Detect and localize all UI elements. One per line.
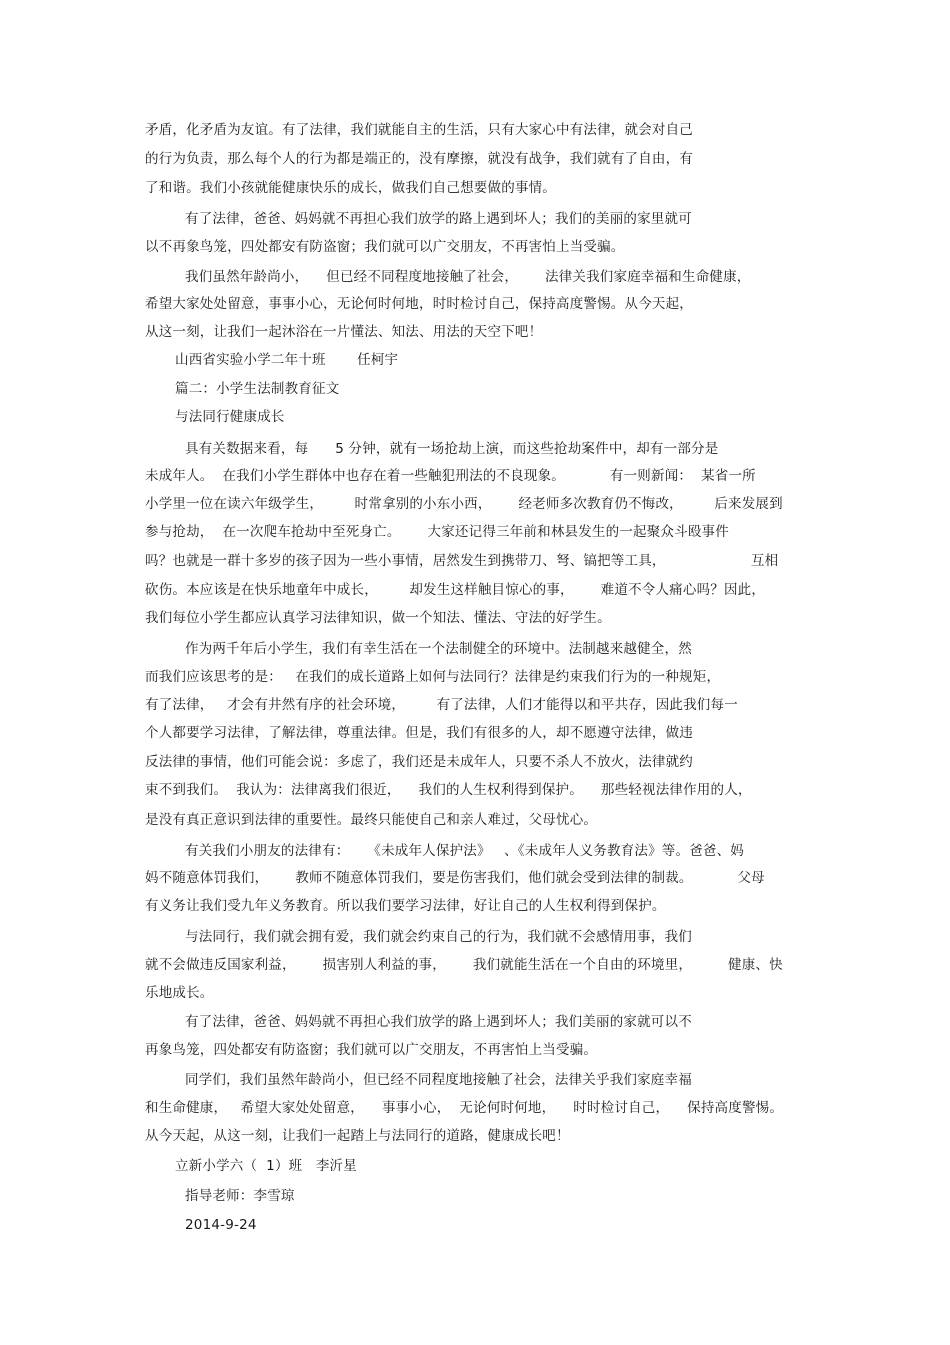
text-line: 同学们，我们虽然年龄尚小，但已经不同程度地接触了社会，法律关乎我们家庭幸福 — [185, 1072, 692, 1088]
text-line: 和生命健康， 希望大家处处留意， 事事小心， 无论何时何地， 时时检讨自己， 保持高度警惕。 — [145, 1100, 784, 1116]
text-line: 妈不随意体罚我们， 教师不随意体罚我们，要是伤害我们，他们就会受到法律的制裁。 父母 — [145, 870, 765, 886]
text-line: 具有关数据来看，每 5 分钟，就有一场抢劫上演，而这些抢劫案件中，却有一部分是 — [185, 441, 719, 457]
text-line: 就不会做违反国家利益， 损害别人利益的事， 我们就能生活在一个自由的环境里， 健康、快 — [145, 957, 783, 973]
text-line: 参与抢劫， 在一次爬车抢劫中至死身亡。 大家还记得三年前和林县发生的一起聚众斗殴事件 — [145, 524, 729, 540]
text-line: 有了法律，爸爸、妈妈就不再担心我们放学的路上遇到坏人；我们的美丽的家里就可 — [185, 211, 692, 227]
advisor-line: 指导老师：李雪琼 — [185, 1188, 295, 1204]
text-line: 吗？也就是一群十多岁的孩子因为一些小事情，居然发生到携带刀、弩、镐把等工具， 互相 — [145, 553, 779, 569]
text-line: 作为两千年后小学生，我们有幸生活在一个法制健全的环境中。法制越来越健全，然 — [185, 641, 692, 657]
section-heading: 篇二：小学生法制教育征文 — [175, 381, 340, 397]
text-line: 我们虽然年龄尚小， 但已经不同程度地接触了社会， 法律关我们家庭幸福和生命健康， — [185, 269, 751, 285]
text-line: 未成年人。 在我们小学生群体中也存在着一些触犯刑法的不良现象。 有一则新闻： 某省一所 — [145, 468, 756, 484]
text-line: 有关我们小朋友的法律有： 《未成年人保护法》 、《未成年人义务教育法》等。爸爸、妈 — [185, 843, 744, 859]
date-line: 2014-9-24 — [185, 1217, 257, 1233]
text-line: 再象鸟笼，四处都安有防盗窗；我们就可以广交朋友，不再害怕上当受骗。 — [145, 1042, 598, 1058]
text-line: 的行为负责，那么每个人的行为都是端正的，没有摩擦，就没有战争，我们就有了自由，有 — [145, 151, 693, 167]
text-line: 小学里一位在读六年级学生， 时常拿别的小东小西， 经老师多次教育仍不悔改， 后来发展到 — [145, 496, 783, 512]
author-line: 山西省实验小学二年十班 任柯宇 — [175, 352, 399, 368]
text-line: 从这一刻，让我们一起沐浴在一片懂法、知法、用法的天空下吧！ — [145, 324, 543, 340]
text-line: 个人都要学习法律，了解法律，尊重法律。但是，我们有很多的人，却不愿遵守法律，做违 — [145, 725, 693, 741]
essay-title: 与法同行健康成长 — [175, 409, 285, 425]
text-line: 乐地成长。 — [145, 985, 214, 1001]
text-line: 束不到我们。 我认为：法律离我们很近， 我们的人生权利得到保护。 那些轻视法律作用的人， — [145, 782, 752, 798]
text-line: 有义务让我们受九年义务教育。所以我们要学习法律，好让自己的人生权利得到保护。 — [145, 898, 666, 914]
text-line: 与法同行，我们就会拥有爱，我们就会约束自己的行为，我们就不会感情用事，我们 — [185, 929, 692, 945]
text-line: 有了法律，爸爸、妈妈就不再担心我们放学的路上遇到坏人；我们美丽的家就可以不 — [185, 1014, 692, 1030]
text-line: 而我们应该思考的是： 在我们的成长道路上如何与法同行？法律是约束我们行为的一种规矩， — [145, 669, 721, 685]
text-line: 反法律的事情，他们可能会说：多虑了，我们还是未成年人，只要不杀人不放火，法律就约 — [145, 754, 693, 770]
text-line: 了和谐。我们小孩就能健康快乐的成长，做我们自己想要做的事情。 — [145, 180, 556, 196]
text-line: 砍伤。本应该是在快乐地童年中成长， 却发生这样触目惊心的事， 难道不令人痛心吗？因此， — [145, 582, 766, 598]
text-line: 以不再象鸟笼，四处都安有防盗窗；我们就可以广交朋友，不再害怕上当受骗。 — [145, 239, 625, 255]
text-line: 希望大家处处留意，事事小心，无论何时何地，时时检讨自己，保持高度警惕。从今天起， — [145, 296, 693, 312]
text-line: 从今天起，从这一刻，让我们一起踏上与法同行的道路，健康成长吧！ — [145, 1128, 570, 1144]
text-line: 我们每位小学生都应认真学习法律知识，做一个知法、懂法、守法的好学生。 — [145, 610, 611, 626]
text-line: 是没有真正意识到法律的重要性。最终只能使自己和亲人难过，父母忧心。 — [145, 812, 598, 828]
text-line: 有了法律， 才会有井然有序的社会环境， 有了法律，人们才能得以和平共存，因此我们每一 — [145, 697, 738, 713]
text-line: 矛盾，化矛盾为友谊。有了法律，我们就能自主的生活，只有大家心中有法律，就会对自己 — [145, 122, 693, 138]
author-line: 立新小学六（ 1）班 李沂星 — [175, 1158, 357, 1174]
